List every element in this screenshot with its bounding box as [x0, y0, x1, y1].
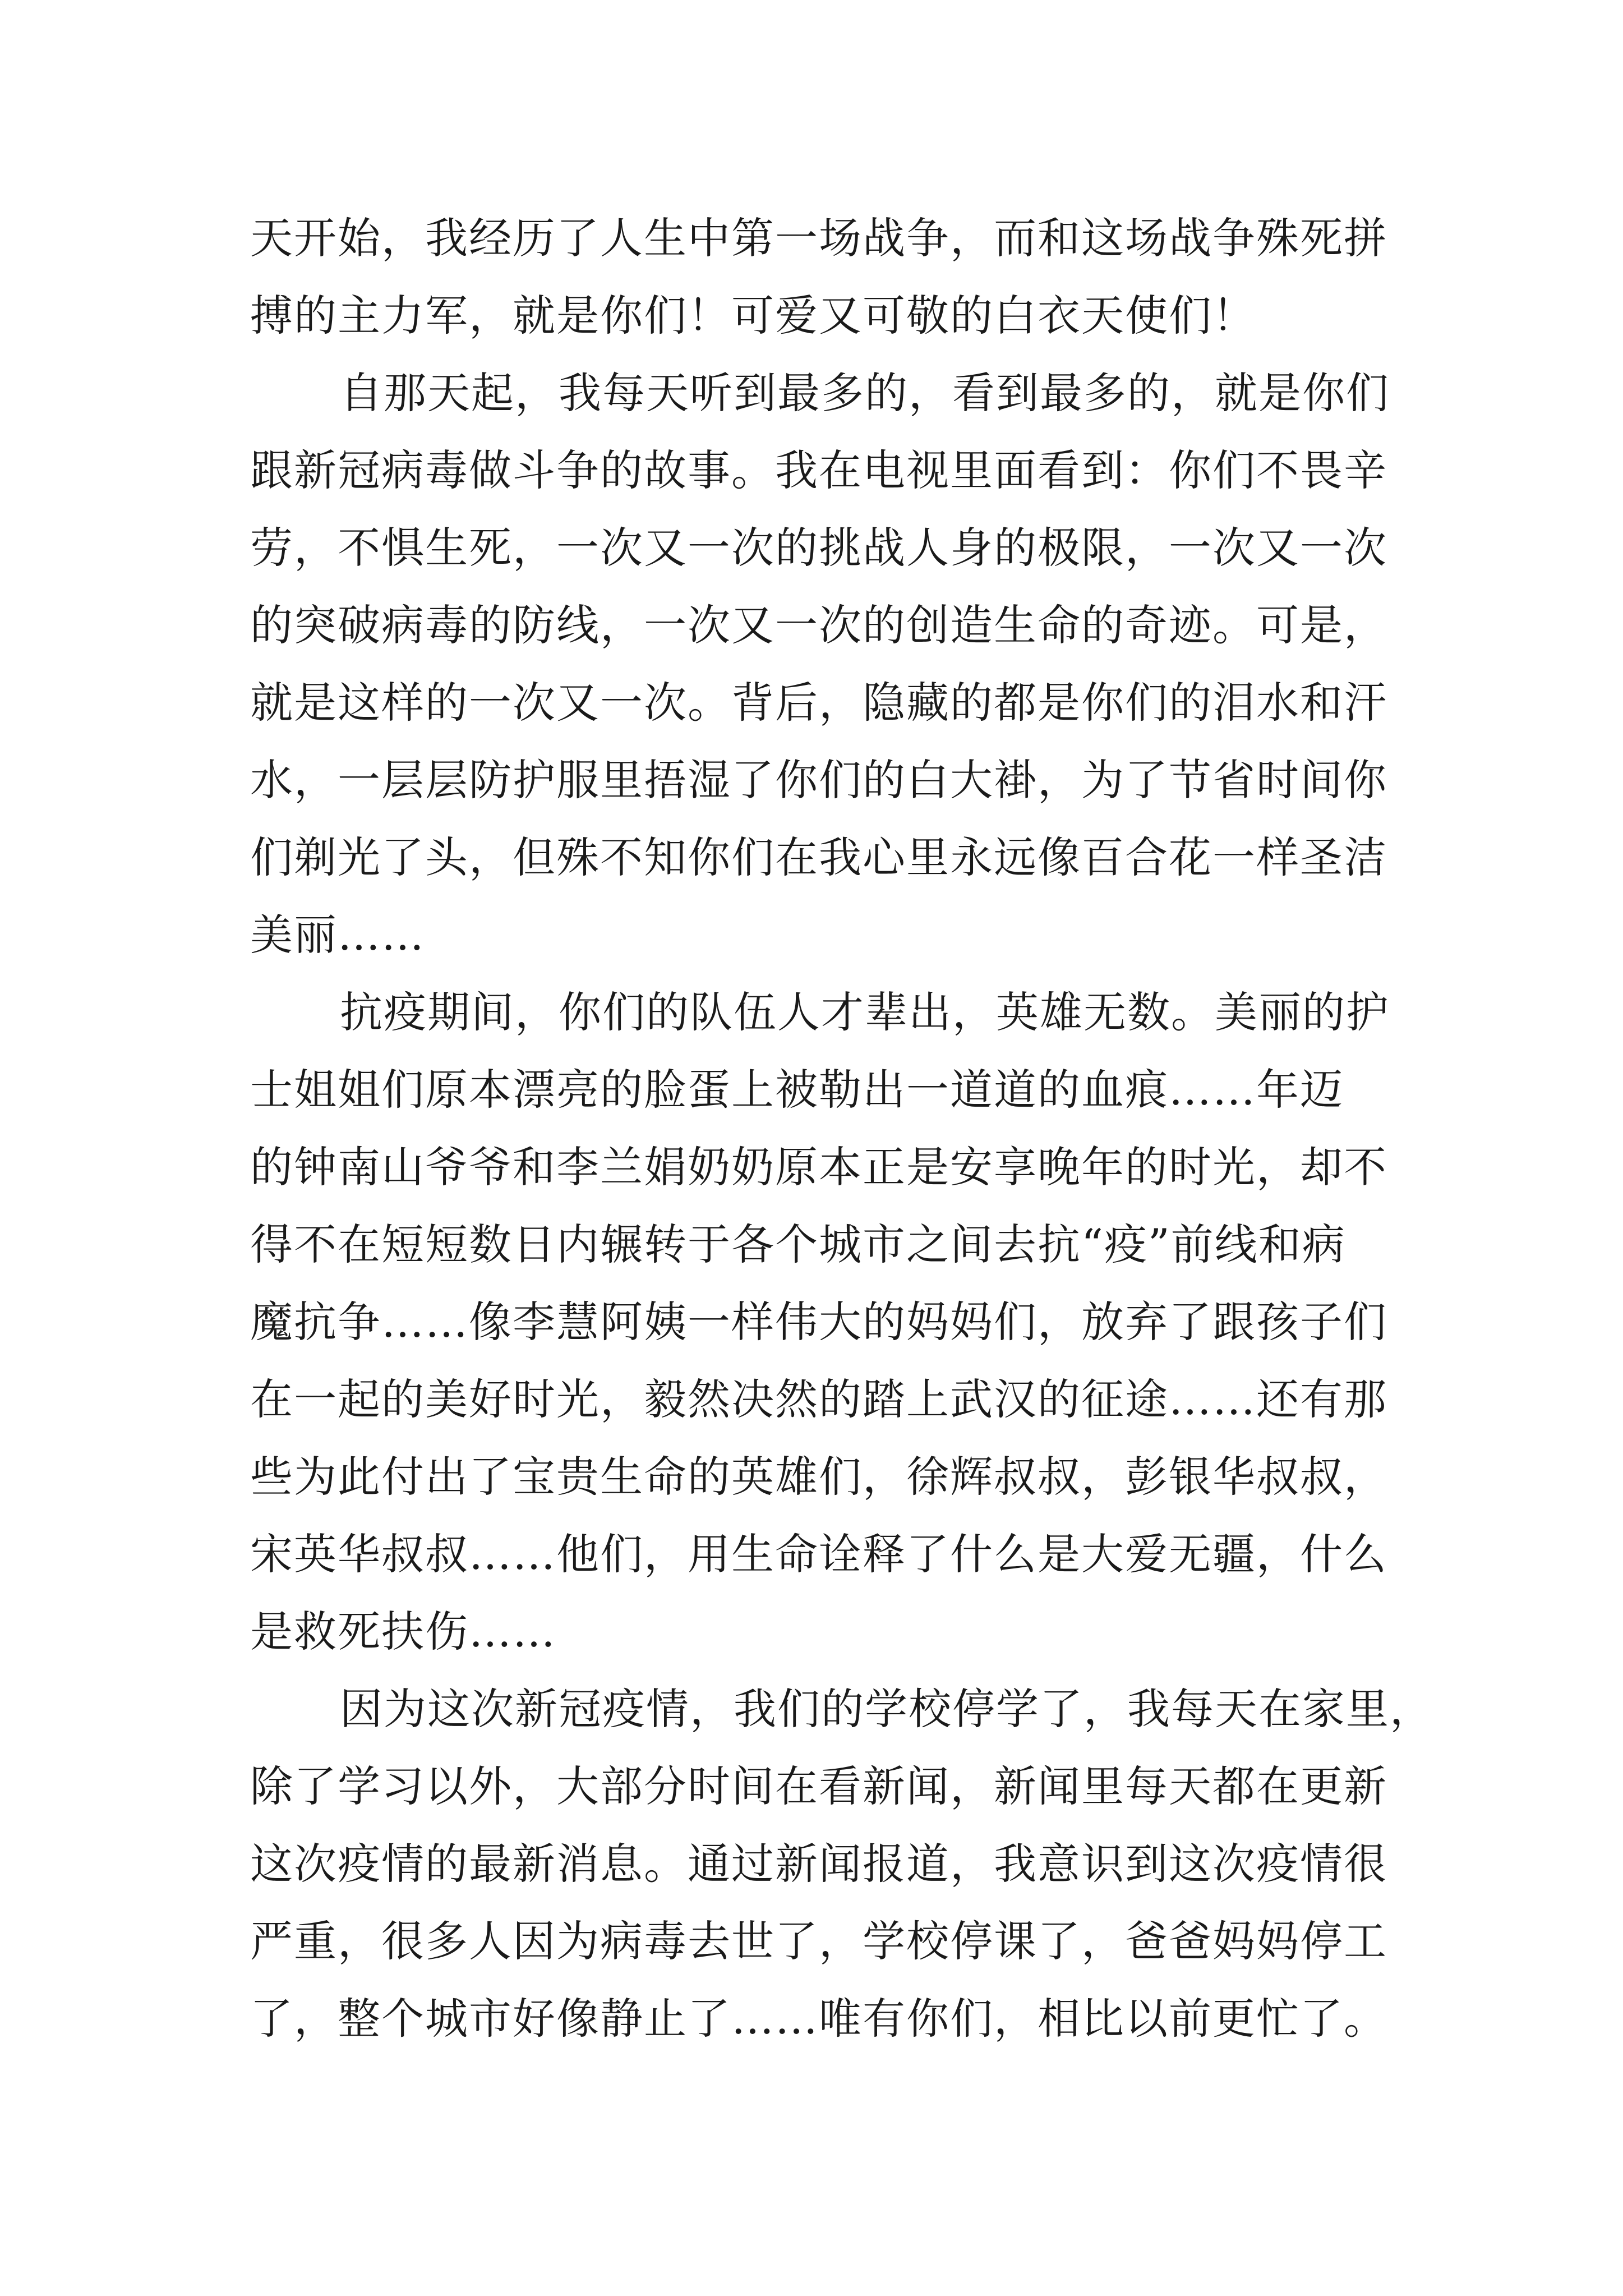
text-line: 在一起的美好时光，毅然决然的踏上武汉的征途……还有那	[250, 1374, 1387, 1424]
text-line: 些为此付出了宝贵生命的英雄们，徐辉叔叔，彭银华叔叔，	[250, 1452, 1387, 1502]
text-line: 因为这次新冠疫情，我们的学校停学了，我每天在家里，	[340, 1684, 1433, 1734]
text-line: 抗疫期间，你们的队伍人才辈出，英雄无数。美丽的护	[340, 987, 1390, 1037]
text-line: 劳，不惧生死，一次又一次的挑战人身的极限，一次又一次	[250, 523, 1387, 573]
text-line: 士姐姐们原本漂亮的脸蛋上被勒出一道道的血痕……年迈	[250, 1065, 1344, 1115]
text-line: 就是这样的一次又一次。背后，隐藏的都是你们的泪水和汗	[250, 678, 1387, 728]
text-line: 这次疫情的最新消息。通过新闻报道，我意识到这次疫情很	[250, 1839, 1387, 1889]
text-line: 美丽……	[250, 910, 425, 960]
paragraph	[250, 974, 1400, 1671]
paragraph	[250, 355, 1400, 974]
text-line: 了，整个城市好像静止了……唯有你们，相比以前更忙了。	[250, 1994, 1387, 2044]
text-line: 是救死扶伤……	[250, 1607, 556, 1657]
text-line: 除了学习以外，大部分时间在看新闻，新闻里每天都在更新	[250, 1761, 1387, 1811]
paragraph	[250, 1671, 1433, 2058]
text-line: 的突破病毒的防线，一次又一次的创造生命的奇迹。可是，	[250, 600, 1387, 650]
paragraph	[250, 200, 1400, 355]
text-line: 宋英华叔叔……他们，用生命诠释了什么是大爱无疆，什么	[250, 1529, 1387, 1579]
text-line: 严重，很多人因为病毒去世了，学校停课了，爸爸妈妈停工	[250, 1916, 1387, 1966]
text-line: 天开始，我经历了人生中第一场战争，而和这场战争殊死拼	[250, 213, 1387, 263]
text-line: 得不在短短数日内辗转于各个城市之间去抗“疫”前线和病	[250, 1220, 1346, 1269]
body-text	[250, 200, 1433, 2058]
text-line: 自那天起，我每天听到最多的，看到最多的，就是你们	[340, 368, 1390, 418]
text-line: 魔抗争……像李慧阿姨一样伟大的妈妈们，放弃了跟孩子们	[250, 1297, 1387, 1347]
text-line: 水，一层层防护服里捂湿了你们的白大褂，为了节省时间你	[250, 755, 1387, 805]
text-line: 的钟南山爷爷和李兰娟奶奶原本正是安享晚年的时光，却不	[250, 1142, 1387, 1192]
text-line: 搏的主力军，就是你们！可爱又可敬的白衣天使们！	[250, 291, 1256, 341]
text-line: 跟新冠病毒做斗争的故事。我在电视里面看到：你们不畏辛	[250, 445, 1387, 495]
text-line: 们剃光了头，但殊不知你们在我心里永远像百合花一样圣洁	[250, 832, 1387, 882]
